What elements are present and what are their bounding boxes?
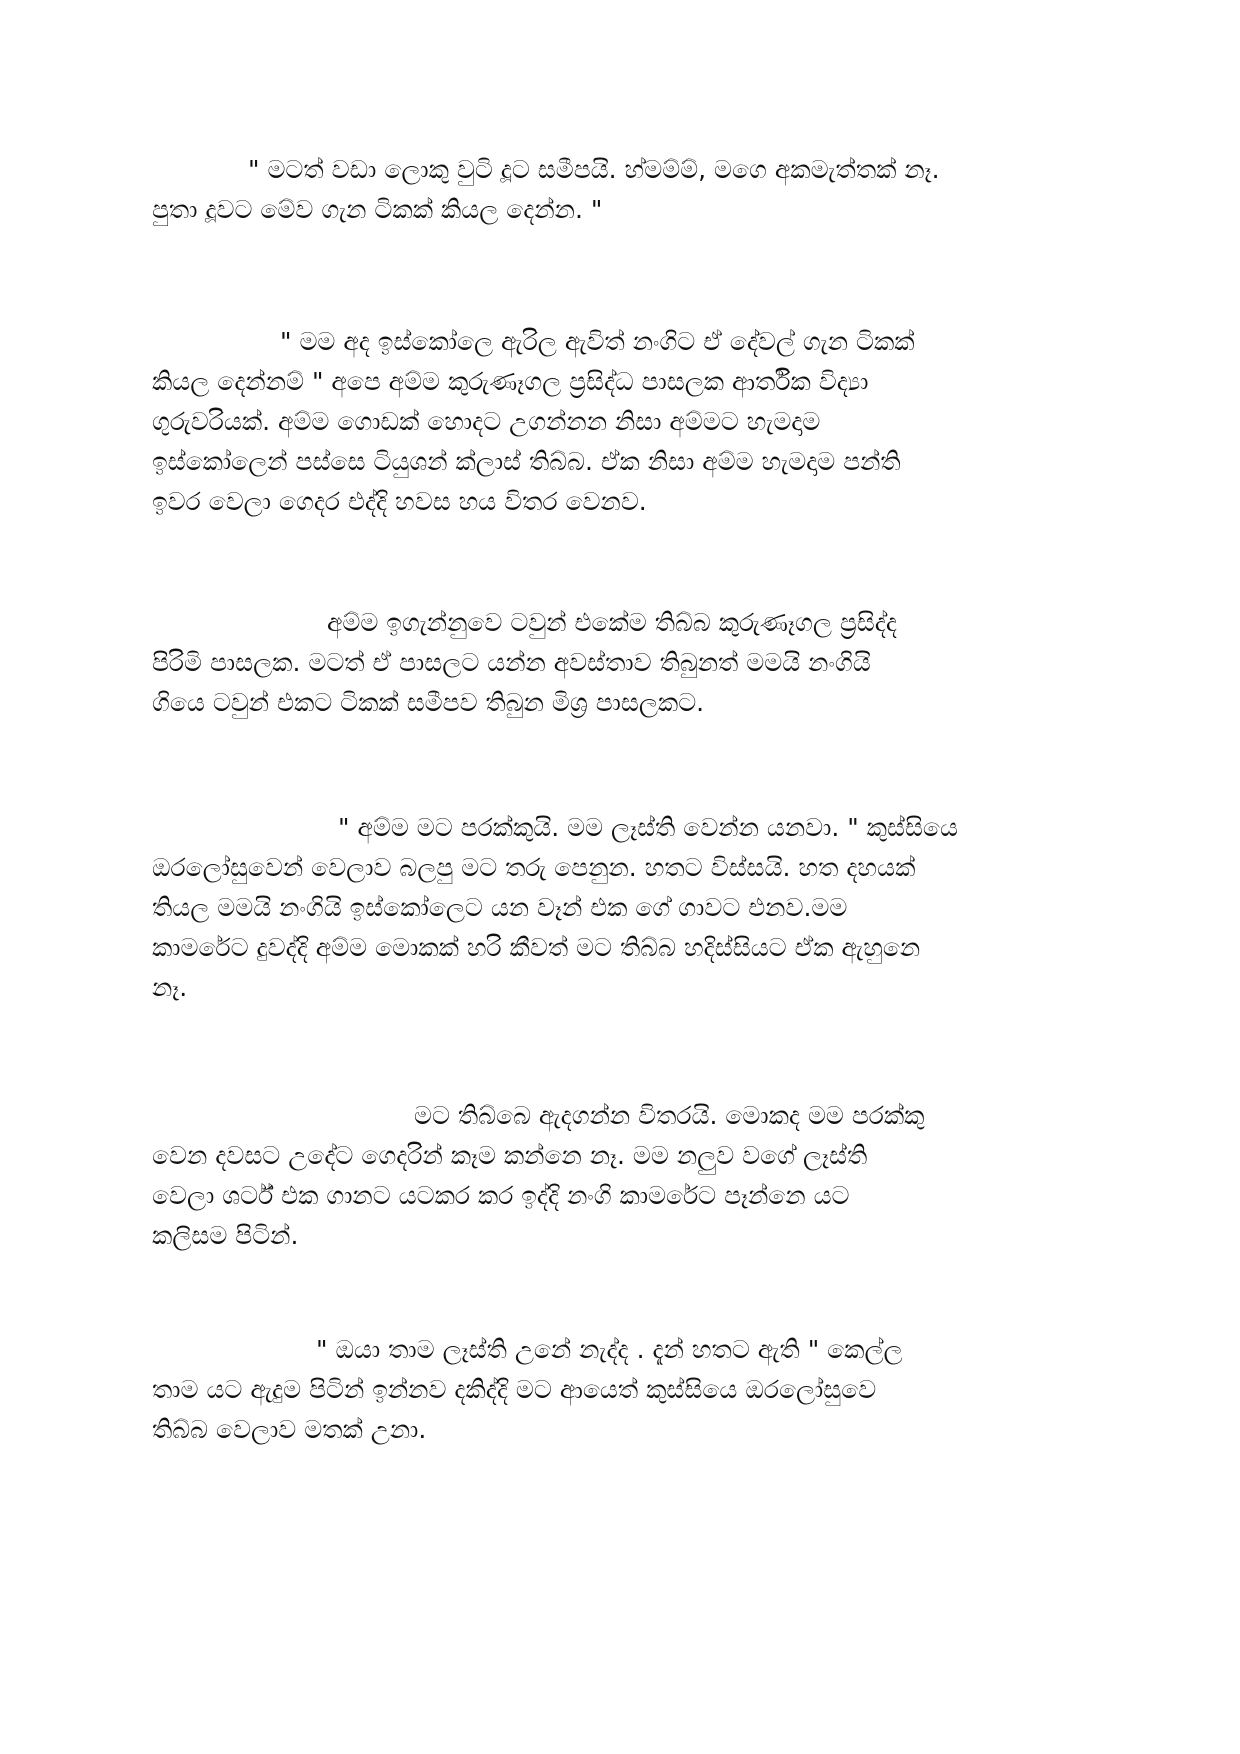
paragraph-line: " ඔයා තාම ලෑස්ති උනේ නැද්ද . දැන් හතට ඇති " කෙල්ල bbox=[316, 1335, 903, 1364]
paragraph-line: ඉවර වෙලා ගෙදර එද්දි හවස හය විතර වෙනව. bbox=[152, 487, 647, 516]
paragraph-1 bbox=[152, 150, 1092, 230]
paragraph-2 bbox=[152, 322, 1092, 522]
paragraph-line: කාමරේට දුවද්දි අම්ම මොකක් හරි කීවත් මට තිබ්බ හදිස්සියට ඒක ඇහුනෙ bbox=[152, 933, 921, 962]
paragraph-line: නෑ. bbox=[152, 973, 188, 1002]
paragraph-line: " මටත් වඩා ලොකු වුටි දූට සමීපයි. හ්මම්ම්, මගෙ අකමැත්තක් නෑ. bbox=[248, 155, 940, 184]
paragraph-line: ගුරුවරියක්. අම්ම ගොඩක් හොදට උගන්නන නිසා අම්මට හැමදාම bbox=[152, 407, 821, 436]
paragraph-line: මට තිබ්බෙ ඇදගන්න විතරයි. මොකද මම පරක්කු bbox=[414, 1101, 925, 1130]
paragraph-line: අම්ම ඉගැන්නුවෙ ටවුන් එකේම තිබ්බ කුරුණෑගල ප්‍රසිද්ද bbox=[327, 608, 897, 637]
paragraph-line: කලිසම පිටින්. bbox=[152, 1221, 299, 1250]
paragraph-line: කියල දෙන්නම් " අපෙ අම්ම කුරුණෑගල ප්‍රසිද්ධ පාසලක ආර්තික විද්‍යා bbox=[152, 367, 869, 396]
paragraph-line: වෙන දවසට උදේට ගෙදරින් කෑම කන්නෙ නෑ. මම නලුව වගේ ලෑස්ති bbox=[152, 1141, 868, 1170]
paragraph-line: පුතා දූවට මේව ගැන ටිකක් කියල දෙන්න. " bbox=[152, 195, 603, 224]
paragraph-line: තිබ්බ වෙලාව මතක් උනා. bbox=[152, 1415, 427, 1444]
paragraph-4 bbox=[152, 808, 1092, 1008]
paragraph-3 bbox=[152, 603, 1092, 723]
paragraph-line: ඉස්කෝලෙන් පස්සෙ ටියුශන් ක්ලාස් තිබ්බ. ඒක නිසා අම්ම හැමදාම පන්ති bbox=[152, 447, 901, 476]
paragraph-line: ඔරලෝසුවෙන් වෙලාව බලපු මට තරු පෙනුන. හතට විස්සයි. හත දහයක් bbox=[152, 853, 916, 882]
paragraph-5 bbox=[152, 1096, 1092, 1256]
paragraph-line: තියල මමයි නංගියි ඉස්කෝලෙට යන වෑන් එක ගේ ගාවට එනව.මම bbox=[152, 893, 848, 922]
paragraph-line: " මම අද ඉස්කෝලෙ ඇරිල ඇවිත් නංගිට ඒ දේවල් ගැන ටිකක් bbox=[280, 327, 915, 356]
paragraph-line: පිරිමි පාසලක. මටත් ඒ පාසලට යන්න අවස්තාව තිබුනත් මමයි නංගියි bbox=[152, 648, 871, 677]
paragraph-line: තාම යට ඇදුම පිටින් ඉන්නව දකිද්දි මට ආයෙත් කුස්සියෙ ඔරලෝසුවෙ bbox=[152, 1375, 877, 1404]
paragraph-line: " අම්ම මට පරක්කුයි. මම ලෑස්ති වෙන්න යනවා. " කුස්සියෙ bbox=[338, 813, 958, 842]
paragraph-6 bbox=[152, 1330, 1092, 1450]
paragraph-line: ගියෙ ටවුන් එකට ටිකක් සමීපව තිබුන මිශ්‍ර පාසලකට. bbox=[152, 688, 705, 717]
paragraph-line: වෙලා ශර්ට් එක ගානට යටකර කර ඉද්දි නංගි කාමරේට පෑන්නෙ යට bbox=[152, 1181, 850, 1210]
